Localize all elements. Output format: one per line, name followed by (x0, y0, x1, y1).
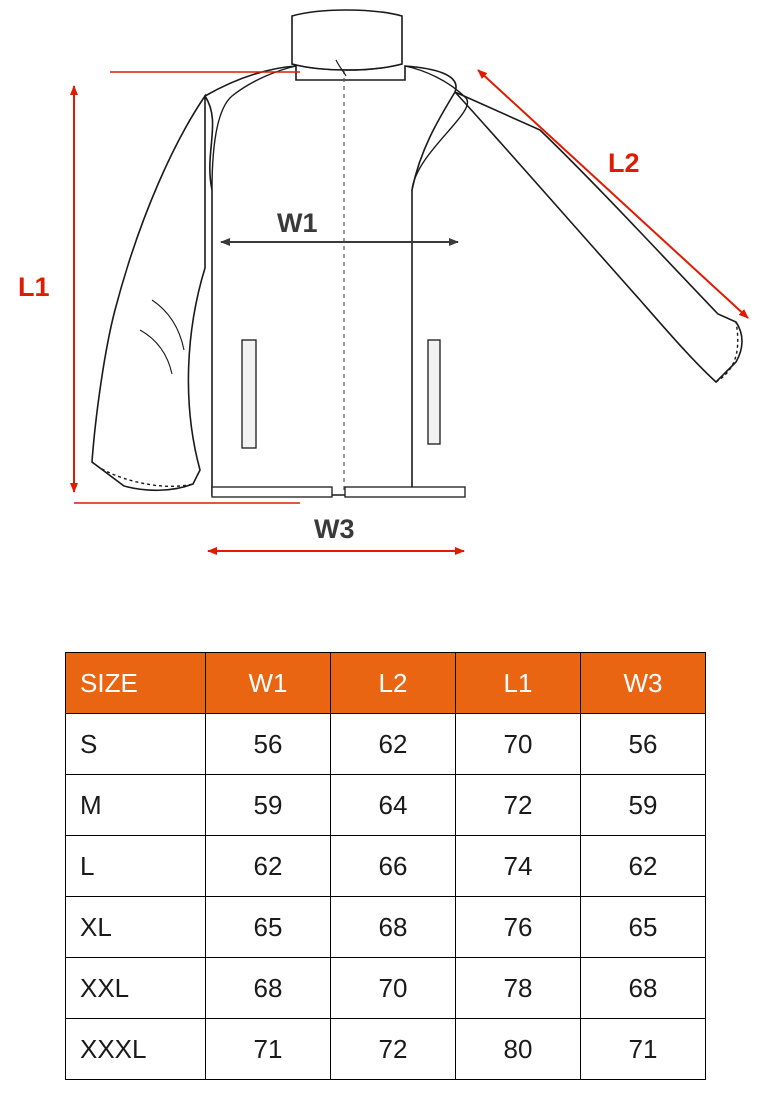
cell-w1: 68 (206, 958, 331, 1019)
cell-l2: 66 (331, 836, 456, 897)
cell-w1: 56 (206, 714, 331, 775)
cell-size: XXL (66, 958, 206, 1019)
cell-w1: 62 (206, 836, 331, 897)
dimension-label-l2: L2 (608, 148, 640, 178)
cell-w3: 65 (581, 897, 706, 958)
cell-l2: 70 (331, 958, 456, 1019)
cell-w3: 59 (581, 775, 706, 836)
cell-size: L (66, 836, 206, 897)
cell-w3: 68 (581, 958, 706, 1019)
cell-w1: 59 (206, 775, 331, 836)
table-row (66, 958, 706, 1019)
cell-l1: 70 (456, 714, 581, 775)
right-pocket (428, 340, 440, 444)
cell-l2: 68 (331, 897, 456, 958)
size-chart (65, 652, 705, 1080)
table-row (66, 775, 706, 836)
left-pocket (242, 340, 256, 448)
column-header-size: SIZE (66, 653, 206, 714)
cell-w3: 56 (581, 714, 706, 775)
cell-w3: 71 (581, 1019, 706, 1080)
dimension-label-w1: W1 (277, 208, 318, 238)
cell-size: S (66, 714, 206, 775)
collar (292, 10, 402, 70)
cell-size: M (66, 775, 206, 836)
column-header-l2: L2 (331, 653, 456, 714)
dimension-label-w3: W3 (314, 514, 355, 544)
column-header-w1: W1 (206, 653, 331, 714)
cell-l2: 62 (331, 714, 456, 775)
cell-l1: 72 (456, 775, 581, 836)
hem-right (345, 487, 465, 497)
cell-w1: 71 (206, 1019, 331, 1080)
cell-l1: 74 (456, 836, 581, 897)
size-table (65, 652, 706, 1080)
hem-left (212, 487, 332, 497)
dimension-label-l1: L1 (18, 272, 50, 302)
cell-size: XL (66, 897, 206, 958)
cell-l1: 80 (456, 1019, 581, 1080)
cell-size: XXXL (66, 1019, 206, 1080)
dimension-l2 (478, 70, 748, 318)
table-header-row (66, 653, 706, 714)
table-row (66, 1019, 706, 1080)
cell-l1: 78 (456, 958, 581, 1019)
jacket-outline (92, 10, 742, 497)
right-sleeve (455, 92, 742, 382)
table-row (66, 836, 706, 897)
column-header-l1: L1 (456, 653, 581, 714)
cell-l1: 76 (456, 897, 581, 958)
cell-l2: 72 (331, 1019, 456, 1080)
left-sleeve (92, 96, 205, 490)
cell-w3: 62 (581, 836, 706, 897)
table-row (66, 714, 706, 775)
table-row (66, 897, 706, 958)
column-header-w3: W3 (581, 653, 706, 714)
cell-l2: 64 (331, 775, 456, 836)
cell-w1: 65 (206, 897, 331, 958)
